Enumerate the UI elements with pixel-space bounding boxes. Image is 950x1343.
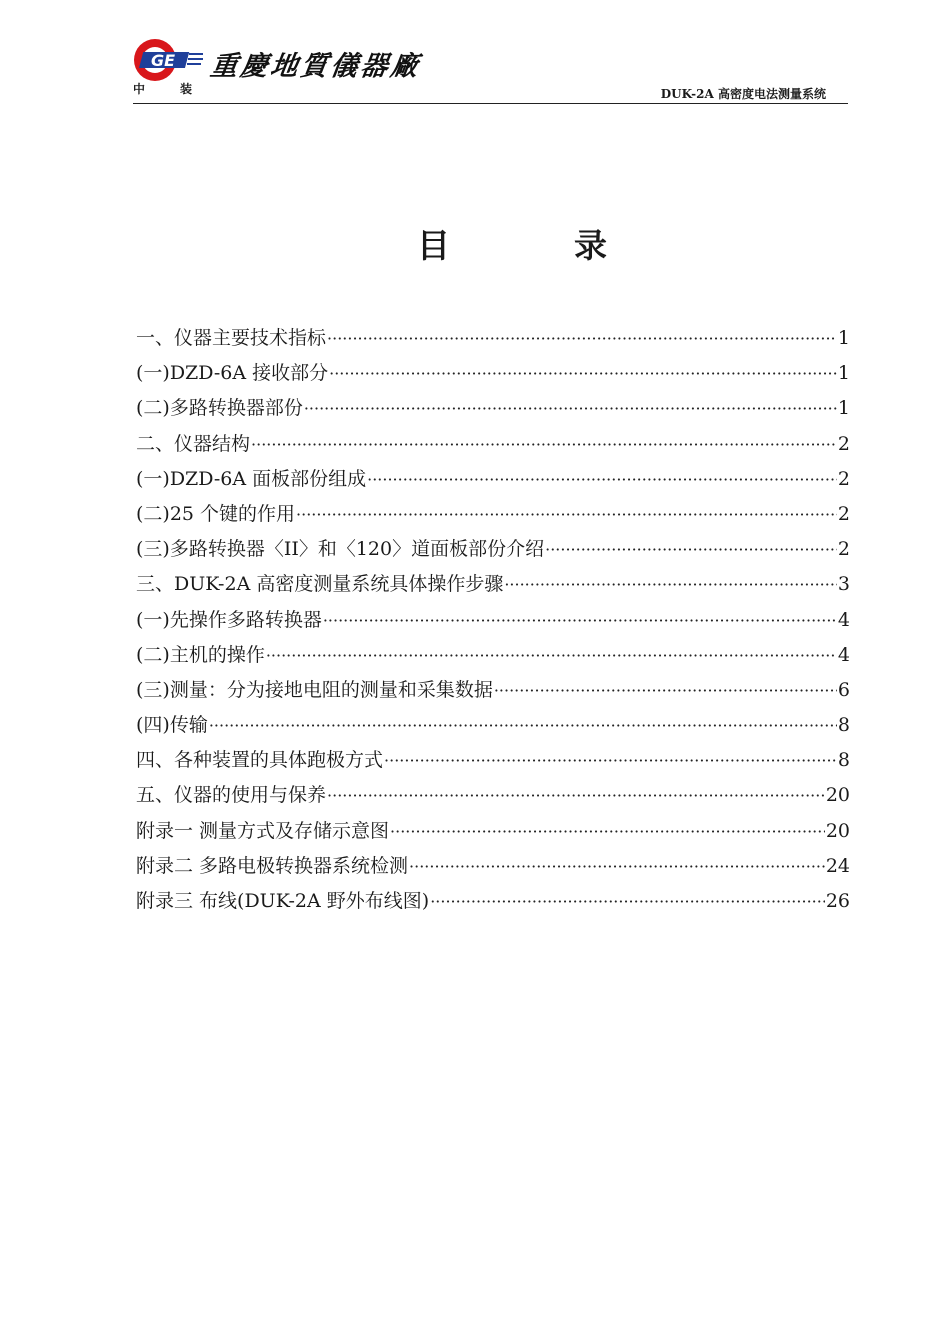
toc-entry-page: 3 <box>837 573 850 596</box>
toc-entry-page: 4 <box>837 608 850 631</box>
toc-entry[interactable] <box>136 356 850 391</box>
toc-entry-label: (一)先操作多路转换器 <box>136 608 322 631</box>
toc-entry-label: (二)多路转换器部份 <box>136 397 303 420</box>
toc-leader-dots <box>409 849 825 884</box>
toc-entry[interactable] <box>136 603 850 638</box>
toc-entry-label: 五、仪器的使用与保养 <box>136 784 327 807</box>
toc-entry-page: 4 <box>837 643 850 666</box>
toc-entry[interactable] <box>136 532 850 567</box>
toc-leader-dots <box>323 603 837 638</box>
toc-heading <box>0 220 950 264</box>
toc-entry-page: 8 <box>837 714 850 737</box>
brand-char-left: 中 <box>133 82 146 96</box>
toc-entry[interactable] <box>136 321 850 356</box>
page-header <box>133 30 848 106</box>
toc-entry-label: 三、DUK-2A 高密度测量系统具体操作步骤 <box>136 573 504 596</box>
toc-entry-page: 24 <box>825 854 850 877</box>
toc-entry-label: (一)DZD-6A 接收部分 <box>136 362 329 385</box>
toc-leader-dots <box>296 497 837 532</box>
toc-entry-page: 2 <box>837 502 850 525</box>
toc-entry-label: (三)测量：分为接地电阻的测量和采集数据 <box>136 678 493 701</box>
toc-entry-label: (四)传输 <box>136 714 208 737</box>
company-logo <box>133 38 205 82</box>
toc-leader-dots <box>251 427 837 462</box>
toc-entry-page: 26 <box>825 890 850 912</box>
toc-entry-page: 2 <box>837 467 850 490</box>
toc-entry-page: 8 <box>837 749 850 772</box>
toc-entry[interactable] <box>136 567 850 602</box>
header-divider <box>133 103 848 104</box>
toc-leader-dots <box>504 567 837 602</box>
toc-entry[interactable] <box>136 673 850 708</box>
toc-entry[interactable] <box>136 638 850 673</box>
toc-entry[interactable] <box>136 884 850 919</box>
toc-entry-page: 2 <box>837 538 850 561</box>
toc-entry-page: 1 <box>837 327 850 349</box>
company-name: 重慶地質儀器廠 <box>208 51 423 82</box>
toc-entry-label: 四、各种装置的具体跑极方式 <box>136 749 384 772</box>
toc-entry-page: 1 <box>837 397 850 420</box>
toc-entry[interactable] <box>136 743 850 778</box>
toc-heading-char-1: 目 <box>417 226 450 265</box>
toc-heading-char-2: 录 <box>574 226 607 265</box>
toc-leader-dots <box>304 391 837 426</box>
toc-leader-dots <box>266 638 837 673</box>
toc-leader-dots <box>494 673 837 708</box>
toc-entry[interactable] <box>136 462 850 497</box>
toc-entry-label: 附录三 布线(DUK-2A 野外布线图) <box>136 890 430 912</box>
toc-leader-dots <box>367 462 837 497</box>
toc-entry-page: 2 <box>837 432 850 455</box>
toc-entry-label: (三)多路转换器〈II〉和〈120〉道面板部份介绍 <box>136 538 545 561</box>
document-title: DUK-2A 高密度电法测量系统 <box>660 87 826 101</box>
toc-entry-page: 6 <box>837 678 850 701</box>
toc-entry-label: (一)DZD-6A 面板部份组成 <box>136 467 367 490</box>
toc-entry[interactable] <box>136 778 850 813</box>
toc-entry-label: 二、仪器结构 <box>136 432 251 455</box>
toc-entry[interactable] <box>136 814 850 849</box>
toc-entry-page: 1 <box>837 362 850 385</box>
logo-text: GE <box>151 51 176 70</box>
toc-entry-label: 附录二 多路电极转换器系统检测 <box>136 854 409 877</box>
toc-entry-label: 附录一 测量方式及存储示意图 <box>136 819 390 842</box>
toc-leader-dots <box>329 356 837 391</box>
toc-entry[interactable] <box>136 497 850 532</box>
toc-leader-dots <box>209 708 837 743</box>
toc-entry-label: (二)主机的操作 <box>136 643 265 666</box>
toc-leader-dots <box>390 814 825 849</box>
toc-entry[interactable] <box>136 427 850 462</box>
table-of-contents <box>136 321 850 919</box>
toc-entry-page: 20 <box>825 819 850 842</box>
toc-entry-page: 20 <box>825 784 850 807</box>
toc-leader-dots <box>545 532 837 567</box>
toc-leader-dots <box>430 884 825 919</box>
toc-entry[interactable] <box>136 391 850 426</box>
toc-leader-dots <box>327 321 837 356</box>
toc-entry[interactable] <box>136 708 850 743</box>
toc-leader-dots <box>384 743 837 778</box>
brand-char-right: 装 <box>180 82 193 96</box>
toc-entry-label: 一、仪器主要技术指标 <box>136 327 327 349</box>
toc-entry-label: (二)25 个键的作用 <box>136 502 296 525</box>
toc-leader-dots <box>327 778 825 813</box>
toc-entry[interactable] <box>136 849 850 884</box>
